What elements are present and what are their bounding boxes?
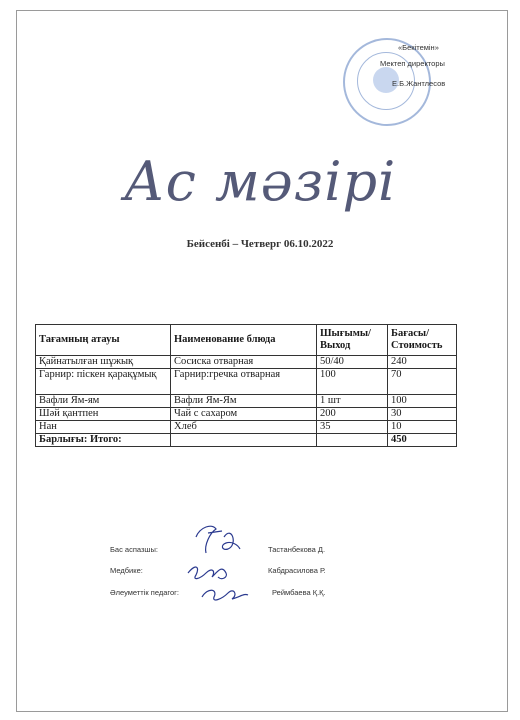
- page-subtitle: Бейсенбі – Четверг 06.10.2022: [186, 238, 334, 250]
- signature-role-nurse: Медбике:: [110, 566, 143, 575]
- header-russian-name: Наименование блюда: [171, 325, 317, 356]
- page-title: Ас мәзірі: [123, 150, 397, 213]
- table-row: [36, 421, 457, 434]
- cell: Хлеб: [171, 421, 317, 434]
- cell: 70: [388, 369, 457, 395]
- cell: 100: [317, 369, 388, 395]
- signature-role-chef: Бас аспазшы:: [110, 545, 158, 554]
- approval-position: Мектеп директоры: [380, 59, 445, 68]
- cell: [317, 434, 388, 447]
- signature-name-chef: Тастанбекова Д.: [268, 545, 326, 554]
- handwritten-signatures: [182, 515, 252, 610]
- approval-name: Е.Б.Жантлесов: [392, 79, 446, 88]
- cell: Гарнир:гречка отварная: [171, 369, 317, 395]
- cell: 1 шт: [317, 395, 388, 408]
- header-yield: Шығымы/ Выход: [317, 325, 388, 356]
- total-value: 450: [388, 434, 457, 447]
- table-row: [36, 369, 457, 395]
- signature-name-nurse: Кабдрасилова Р.: [268, 566, 326, 575]
- cell: Нан: [36, 421, 171, 434]
- cell: Вафли Ям-Ям: [171, 395, 317, 408]
- table-row: [36, 356, 457, 369]
- table-row: [36, 408, 457, 421]
- table-total-row: [36, 434, 457, 447]
- cell: Сосиска отварная: [171, 356, 317, 369]
- cell: 50/40: [317, 356, 388, 369]
- cell: Вафли Ям-ям: [36, 395, 171, 408]
- cell: 10: [388, 421, 457, 434]
- cell: 100: [388, 395, 457, 408]
- total-label: Барлығы: Итого:: [36, 434, 171, 447]
- cell: Қайнатылған шұжық: [36, 356, 171, 369]
- cell: 200: [317, 408, 388, 421]
- table-row: [36, 395, 457, 408]
- header-kazakh-name: Тағамның атауы: [36, 325, 171, 356]
- signature-role-social-pedagogue: Әлеуметтік педагог:: [110, 588, 179, 597]
- header-price: Бағасы/ Стоимость: [388, 325, 457, 356]
- signature-name-social-pedagogue: Реймбаева Қ.Қ.: [272, 588, 326, 597]
- cell: [171, 434, 317, 447]
- approval-heading: «Бекітемін»: [398, 43, 439, 52]
- cell: Гарнир: піскен қарақұмық: [36, 369, 171, 395]
- cell: 35: [317, 421, 388, 434]
- cell: 240: [388, 356, 457, 369]
- table-header-row: [36, 325, 457, 356]
- menu-table: [35, 324, 457, 447]
- cell: 30: [388, 408, 457, 421]
- cell: Чай с сахаром: [171, 408, 317, 421]
- cell: Шәй қантпен: [36, 408, 171, 421]
